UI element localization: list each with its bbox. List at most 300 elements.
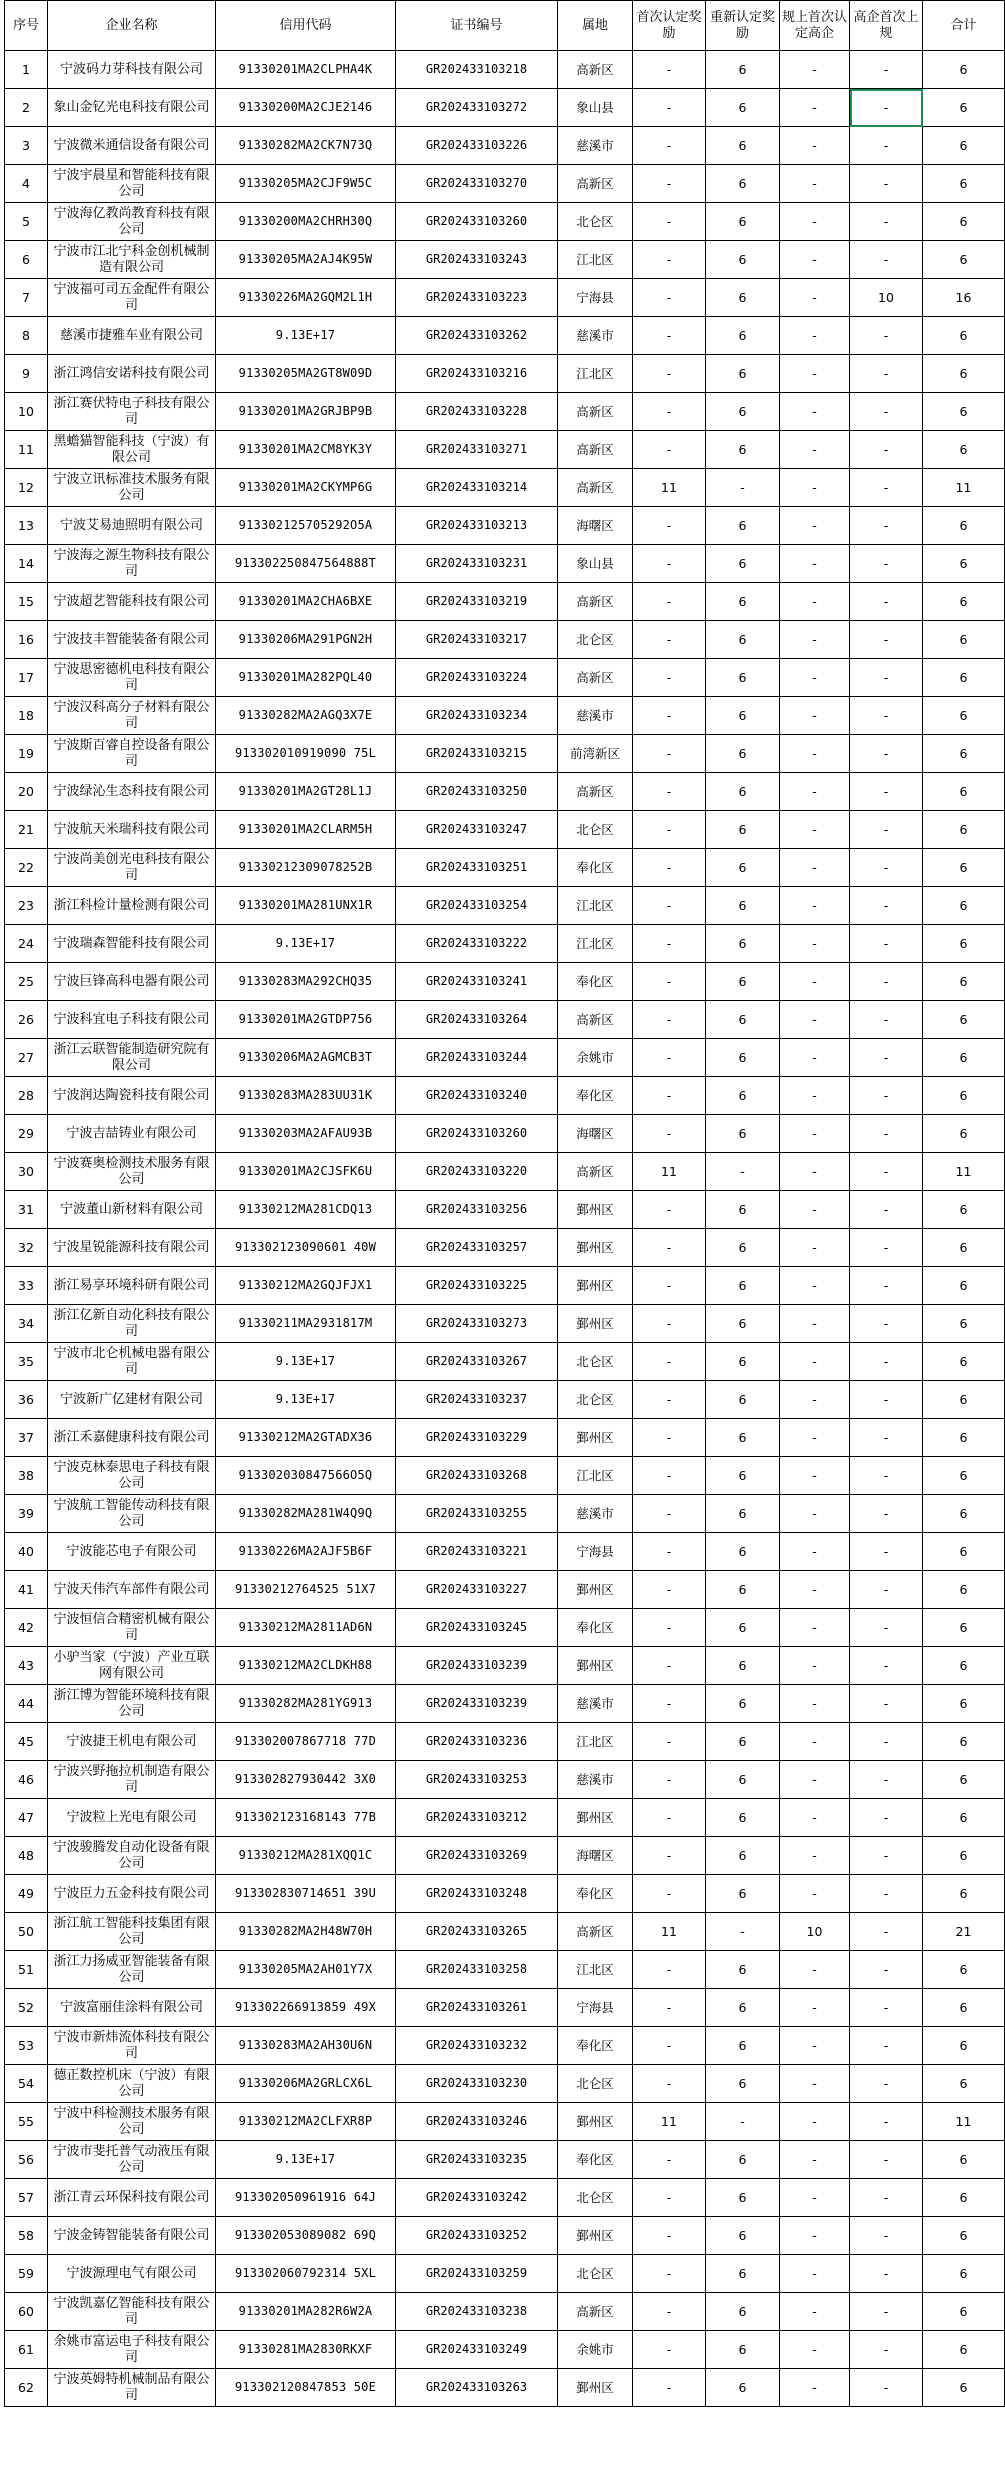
cell-district[interactable]: 江北区 [558, 1951, 633, 1989]
header-upgrade-award[interactable]: 规上首次认定高企 [780, 1, 850, 51]
cell-district[interactable]: 江北区 [558, 355, 633, 393]
cell-upgrade-award[interactable]: - [780, 1039, 850, 1077]
cell-company-name[interactable]: 黑蟾猫智能科技（宁波）有限公司 [48, 431, 216, 469]
cell-company-name[interactable]: 宁波福可司五金配件有限公司 [48, 279, 216, 317]
cell-district[interactable]: 余姚市 [558, 2331, 633, 2369]
cell-renew-award[interactable]: 6 [706, 51, 780, 89]
cell-first-award[interactable]: - [633, 1685, 706, 1723]
cell-hightech-scale[interactable]: - [850, 1495, 923, 1533]
cell-district[interactable]: 慈溪市 [558, 127, 633, 165]
cell-hightech-scale[interactable]: - [850, 583, 923, 621]
cell-credit-code[interactable]: 91330201MA2CKYMP6G [216, 469, 396, 507]
cell-company-name[interactable]: 宁波斯百睿自控设备有限公司 [48, 735, 216, 773]
cell-cert-no[interactable]: GR202433103236 [396, 1723, 558, 1761]
cell-district[interactable]: 高新区 [558, 393, 633, 431]
cell-district[interactable]: 奉化区 [558, 963, 633, 1001]
cell-cert-no[interactable]: GR202433103239 [396, 1685, 558, 1723]
cell-renew-award[interactable]: 6 [706, 1115, 780, 1153]
cell-company-name[interactable]: 浙江易享环境科研有限公司 [48, 1267, 216, 1305]
cell-company-name[interactable]: 宁波源理电气有限公司 [48, 2255, 216, 2293]
header-renew-award[interactable]: 重新认定奖励 [706, 1, 780, 51]
cell-hightech-scale[interactable]: - [850, 963, 923, 1001]
cell-first-award[interactable]: - [633, 1229, 706, 1267]
cell-total[interactable]: 6 [923, 1191, 1005, 1229]
cell-cert-no[interactable]: GR202433103246 [396, 2103, 558, 2141]
cell-company-name[interactable]: 宁波科宜电子科技有限公司 [48, 1001, 216, 1039]
cell-total[interactable]: 6 [923, 89, 1005, 127]
cell-district[interactable]: 江北区 [558, 241, 633, 279]
cell-company-name[interactable]: 宁波骏腾发自动化设备有限公司 [48, 1837, 216, 1875]
cell-renew-award[interactable]: 6 [706, 355, 780, 393]
cell-total[interactable]: 6 [923, 51, 1005, 89]
cell-company-name[interactable]: 宁波航天米瑞科技有限公司 [48, 811, 216, 849]
cell-hightech-scale[interactable]: - [850, 811, 923, 849]
cell-district[interactable]: 奉化区 [558, 1875, 633, 1913]
cell-company-name[interactable]: 宁波海亿教尚教育科技有限公司 [48, 203, 216, 241]
cell-total[interactable]: 6 [923, 2065, 1005, 2103]
cell-renew-award[interactable]: 6 [706, 1077, 780, 1115]
cell-upgrade-award[interactable]: - [780, 51, 850, 89]
cell-renew-award[interactable]: 6 [706, 887, 780, 925]
cell-renew-award[interactable]: 6 [706, 2141, 780, 2179]
cell-company-name[interactable]: 浙江鸿信安诺科技有限公司 [48, 355, 216, 393]
cell-upgrade-award[interactable]: - [780, 1229, 850, 1267]
cell-cert-no[interactable]: GR202433103222 [396, 925, 558, 963]
cell-upgrade-award[interactable]: - [780, 1381, 850, 1419]
cell-total[interactable]: 6 [923, 545, 1005, 583]
cell-hightech-scale[interactable]: - [850, 2179, 923, 2217]
cell-cert-no[interactable]: GR202433103264 [396, 1001, 558, 1039]
header-name[interactable]: 企业名称 [48, 1, 216, 51]
cell-first-award[interactable]: - [633, 735, 706, 773]
cell-first-award[interactable]: - [633, 241, 706, 279]
cell-company-name[interactable]: 宁波艾易迪照明有限公司 [48, 507, 216, 545]
cell-upgrade-award[interactable]: - [780, 1875, 850, 1913]
cell-district[interactable]: 高新区 [558, 583, 633, 621]
cell-credit-code[interactable]: 91330201MA281UNX1R [216, 887, 396, 925]
cell-total[interactable]: 6 [923, 1533, 1005, 1571]
cell-renew-award[interactable]: 6 [706, 963, 780, 1001]
cell-hightech-scale[interactable]: - [850, 1077, 923, 1115]
cell-credit-code[interactable]: 91330206MA2AGMCB3T [216, 1039, 396, 1077]
cell-hightech-scale[interactable]: - [850, 1799, 923, 1837]
selected-cell[interactable]: - [850, 89, 923, 127]
cell-upgrade-award[interactable]: - [780, 925, 850, 963]
cell-credit-code[interactable]: 91330200MA2CHRH30Q [216, 203, 396, 241]
cell-hightech-scale[interactable]: - [850, 127, 923, 165]
cell-renew-award[interactable]: 6 [706, 1761, 780, 1799]
cell-upgrade-award[interactable]: - [780, 2369, 850, 2407]
cell-credit-code[interactable]: 91330283MA2AH30U6N [216, 2027, 396, 2065]
cell-cert-no[interactable]: GR202433103267 [396, 1343, 558, 1381]
cell-seq[interactable]: 57 [5, 2179, 48, 2217]
cell-seq[interactable]: 4 [5, 165, 48, 203]
cell-hightech-scale[interactable]: - [850, 393, 923, 431]
cell-hightech-scale[interactable]: - [850, 1039, 923, 1077]
cell-upgrade-award[interactable]: - [780, 1267, 850, 1305]
cell-first-award[interactable]: - [633, 925, 706, 963]
cell-district[interactable]: 象山县 [558, 545, 633, 583]
cell-seq[interactable]: 7 [5, 279, 48, 317]
cell-hightech-scale[interactable]: - [850, 2293, 923, 2331]
cell-company-name[interactable]: 宁波技丰智能装备有限公司 [48, 621, 216, 659]
cell-total[interactable]: 6 [923, 659, 1005, 697]
cell-total[interactable]: 6 [923, 1343, 1005, 1381]
cell-seq[interactable]: 25 [5, 963, 48, 1001]
cell-district[interactable]: 鄞州区 [558, 1191, 633, 1229]
cell-first-award[interactable]: - [633, 2065, 706, 2103]
cell-upgrade-award[interactable]: - [780, 1001, 850, 1039]
cell-district[interactable]: 宁海县 [558, 1533, 633, 1571]
cell-first-award[interactable]: - [633, 1001, 706, 1039]
cell-credit-code[interactable]: 91330201MA2CLARM5H [216, 811, 396, 849]
cell-upgrade-award[interactable]: - [780, 203, 850, 241]
cell-renew-award[interactable]: 6 [706, 203, 780, 241]
cell-seq[interactable]: 47 [5, 1799, 48, 1837]
cell-company-name[interactable]: 宁波尚美创光电科技有限公司 [48, 849, 216, 887]
cell-first-award[interactable]: - [633, 127, 706, 165]
cell-seq[interactable]: 40 [5, 1533, 48, 1571]
cell-district[interactable]: 鄞州区 [558, 1647, 633, 1685]
cell-district[interactable]: 慈溪市 [558, 317, 633, 355]
cell-hightech-scale[interactable]: - [850, 1533, 923, 1571]
cell-upgrade-award[interactable]: - [780, 1989, 850, 2027]
cell-renew-award[interactable]: 6 [706, 849, 780, 887]
cell-company-name[interactable]: 宁波润达陶瓷科技有限公司 [48, 1077, 216, 1115]
cell-company-name[interactable]: 宁波新广亿建材有限公司 [48, 1381, 216, 1419]
cell-district[interactable]: 鄞州区 [558, 2217, 633, 2255]
cell-cert-no[interactable]: GR202433103213 [396, 507, 558, 545]
cell-total[interactable]: 11 [923, 469, 1005, 507]
cell-credit-code[interactable]: 91330206MA2GRLCX6L [216, 2065, 396, 2103]
cell-cert-no[interactable]: GR202433103270 [396, 165, 558, 203]
header-hightech-scale[interactable]: 高企首次上规 [850, 1, 923, 51]
cell-upgrade-award[interactable]: - [780, 811, 850, 849]
cell-first-award[interactable]: - [633, 279, 706, 317]
cell-cert-no[interactable]: GR202433103231 [396, 545, 558, 583]
cell-cert-no[interactable]: GR202433103239 [396, 1647, 558, 1685]
cell-total[interactable]: 6 [923, 1989, 1005, 2027]
cell-hightech-scale[interactable]: - [850, 507, 923, 545]
cell-credit-code[interactable]: 91330226MA2AJF5B6F [216, 1533, 396, 1571]
cell-company-name[interactable]: 浙江赛伏特电子科技有限公司 [48, 393, 216, 431]
cell-credit-code[interactable]: 91330226MA2GQM2L1H [216, 279, 396, 317]
cell-upgrade-award[interactable]: - [780, 1723, 850, 1761]
cell-upgrade-award[interactable]: - [780, 2065, 850, 2103]
cell-renew-award[interactable]: 6 [706, 1305, 780, 1343]
cell-total[interactable]: 6 [923, 1647, 1005, 1685]
cell-first-award[interactable]: - [633, 2179, 706, 2217]
cell-first-award[interactable]: - [633, 89, 706, 127]
cell-company-name[interactable]: 浙江云联智能制造研究院有限公司 [48, 1039, 216, 1077]
cell-renew-award[interactable]: 6 [706, 2065, 780, 2103]
cell-district[interactable]: 北仑区 [558, 811, 633, 849]
cell-seq[interactable]: 51 [5, 1951, 48, 1989]
cell-renew-award[interactable]: - [706, 2103, 780, 2141]
cell-credit-code[interactable]: 913302050961916 64J [216, 2179, 396, 2217]
cell-seq[interactable]: 42 [5, 1609, 48, 1647]
cell-cert-no[interactable]: GR202433103250 [396, 773, 558, 811]
cell-renew-award[interactable]: 6 [706, 2369, 780, 2407]
cell-cert-no[interactable]: GR202433103256 [396, 1191, 558, 1229]
cell-total[interactable]: 6 [923, 165, 1005, 203]
cell-cert-no[interactable]: GR202433103227 [396, 1571, 558, 1609]
cell-credit-code[interactable]: 913302266913859 49X [216, 1989, 396, 2027]
cell-credit-code[interactable]: 91330201MA2CM8YK3Y [216, 431, 396, 469]
cell-renew-award[interactable]: 6 [706, 507, 780, 545]
cell-renew-award[interactable]: 6 [706, 1723, 780, 1761]
cell-total[interactable]: 6 [923, 621, 1005, 659]
cell-seq[interactable]: 55 [5, 2103, 48, 2141]
cell-total[interactable]: 6 [923, 773, 1005, 811]
cell-first-award[interactable]: - [633, 545, 706, 583]
cell-credit-code[interactable]: 9.13E+17 [216, 317, 396, 355]
cell-first-award[interactable]: - [633, 1495, 706, 1533]
cell-company-name[interactable]: 宁波能芯电子有限公司 [48, 1533, 216, 1571]
cell-hightech-scale[interactable]: - [850, 1875, 923, 1913]
cell-total[interactable]: 6 [923, 1267, 1005, 1305]
cell-company-name[interactable]: 宁波航工智能传动科技有限公司 [48, 1495, 216, 1533]
cell-seq[interactable]: 1 [5, 51, 48, 89]
cell-renew-award[interactable]: 6 [706, 127, 780, 165]
cell-district[interactable]: 高新区 [558, 773, 633, 811]
cell-total[interactable]: 6 [923, 1837, 1005, 1875]
cell-first-award[interactable]: - [633, 621, 706, 659]
cell-renew-award[interactable]: - [706, 1913, 780, 1951]
cell-district[interactable]: 鄞州区 [558, 1305, 633, 1343]
header-total[interactable]: 合计 [923, 1, 1005, 51]
cell-upgrade-award[interactable]: - [780, 1191, 850, 1229]
cell-total[interactable]: 6 [923, 1571, 1005, 1609]
cell-company-name[interactable]: 宁波吉喆铸业有限公司 [48, 1115, 216, 1153]
cell-total[interactable]: 6 [923, 1115, 1005, 1153]
cell-hightech-scale[interactable]: - [850, 1951, 923, 1989]
cell-total[interactable]: 6 [923, 393, 1005, 431]
cell-upgrade-award[interactable]: - [780, 2103, 850, 2141]
cell-upgrade-award[interactable]: - [780, 697, 850, 735]
cell-company-name[interactable]: 宁波赛奥检测技术服务有限公司 [48, 1153, 216, 1191]
cell-company-name[interactable]: 浙江力扬威亚智能装备有限公司 [48, 1951, 216, 1989]
cell-company-name[interactable]: 余姚市富运电子科技有限公司 [48, 2331, 216, 2369]
cell-company-name[interactable]: 宁波思密德机电科技有限公司 [48, 659, 216, 697]
cell-first-award[interactable]: - [633, 963, 706, 1001]
cell-first-award[interactable]: - [633, 697, 706, 735]
cell-renew-award[interactable]: 6 [706, 317, 780, 355]
cell-upgrade-award[interactable]: - [780, 887, 850, 925]
cell-company-name[interactable]: 宁波市江北宁科金创机械制造有限公司 [48, 241, 216, 279]
cell-renew-award[interactable]: 6 [706, 1951, 780, 1989]
cell-cert-no[interactable]: GR202433103241 [396, 963, 558, 1001]
cell-credit-code[interactable]: 91330201MA2GT28L1J [216, 773, 396, 811]
cell-hightech-scale[interactable]: - [850, 1761, 923, 1799]
cell-upgrade-award[interactable]: - [780, 127, 850, 165]
cell-district[interactable]: 鄞州区 [558, 1799, 633, 1837]
cell-upgrade-award[interactable]: - [780, 1419, 850, 1457]
cell-credit-code[interactable]: 91330282MA281W4Q9Q [216, 1495, 396, 1533]
cell-total[interactable]: 6 [923, 2141, 1005, 2179]
cell-cert-no[interactable]: GR202433103217 [396, 621, 558, 659]
cell-credit-code[interactable]: 91330205MA2CJF9W5C [216, 165, 396, 203]
cell-cert-no[interactable]: GR202433103240 [396, 1077, 558, 1115]
cell-district[interactable]: 江北区 [558, 887, 633, 925]
cell-upgrade-award[interactable]: - [780, 1799, 850, 1837]
cell-hightech-scale[interactable]: - [850, 887, 923, 925]
cell-seq[interactable]: 43 [5, 1647, 48, 1685]
cell-total[interactable]: 21 [923, 1913, 1005, 1951]
cell-seq[interactable]: 46 [5, 1761, 48, 1799]
cell-first-award[interactable]: - [633, 1533, 706, 1571]
cell-first-award[interactable]: - [633, 1723, 706, 1761]
cell-seq[interactable]: 16 [5, 621, 48, 659]
cell-total[interactable]: 6 [923, 1001, 1005, 1039]
cell-district[interactable]: 鄞州区 [558, 1419, 633, 1457]
cell-seq[interactable]: 17 [5, 659, 48, 697]
cell-cert-no[interactable]: GR202433103212 [396, 1799, 558, 1837]
cell-cert-no[interactable]: GR202433103229 [396, 1419, 558, 1457]
cell-seq[interactable]: 27 [5, 1039, 48, 1077]
cell-cert-no[interactable]: GR202433103252 [396, 2217, 558, 2255]
header-cert-no[interactable]: 证书编号 [396, 1, 558, 51]
cell-first-award[interactable]: - [633, 849, 706, 887]
cell-seq[interactable]: 24 [5, 925, 48, 963]
cell-company-name[interactable]: 象山金钇光电科技有限公司 [48, 89, 216, 127]
cell-company-name[interactable]: 宁波中科检测技术服务有限公司 [48, 2103, 216, 2141]
cell-total[interactable]: 6 [923, 1875, 1005, 1913]
cell-total[interactable]: 6 [923, 887, 1005, 925]
cell-cert-no[interactable]: GR202433103218 [396, 51, 558, 89]
cell-cert-no[interactable]: GR202433103219 [396, 583, 558, 621]
cell-district[interactable]: 江北区 [558, 1723, 633, 1761]
cell-cert-no[interactable]: GR202433103254 [396, 887, 558, 925]
cell-district[interactable]: 高新区 [558, 1001, 633, 1039]
cell-credit-code[interactable]: 913302060792314 5XL [216, 2255, 396, 2293]
cell-renew-award[interactable]: 6 [706, 545, 780, 583]
cell-renew-award[interactable]: 6 [706, 2217, 780, 2255]
cell-first-award[interactable]: - [633, 1191, 706, 1229]
cell-total[interactable]: 6 [923, 963, 1005, 1001]
cell-hightech-scale[interactable]: - [850, 1115, 923, 1153]
cell-hightech-scale[interactable]: - [850, 355, 923, 393]
cell-seq[interactable]: 29 [5, 1115, 48, 1153]
cell-company-name[interactable]: 宁波市斐托普气动液压有限公司 [48, 2141, 216, 2179]
cell-credit-code[interactable]: 9.13E+17 [216, 2141, 396, 2179]
cell-hightech-scale[interactable]: - [850, 2331, 923, 2369]
cell-seq[interactable]: 8 [5, 317, 48, 355]
cell-cert-no[interactable]: GR202433103223 [396, 279, 558, 317]
cell-total[interactable]: 6 [923, 1685, 1005, 1723]
cell-upgrade-award[interactable]: - [780, 735, 850, 773]
cell-company-name[interactable]: 宁波绿沁生态科技有限公司 [48, 773, 216, 811]
cell-upgrade-award[interactable]: - [780, 1609, 850, 1647]
cell-credit-code[interactable]: 913302827930442 3X0 [216, 1761, 396, 1799]
cell-upgrade-award[interactable]: - [780, 545, 850, 583]
cell-company-name[interactable]: 宁波捷王机电有限公司 [48, 1723, 216, 1761]
cell-first-award[interactable]: - [633, 203, 706, 241]
cell-district[interactable]: 高新区 [558, 51, 633, 89]
cell-first-award[interactable]: - [633, 2331, 706, 2369]
cell-district[interactable]: 鄞州区 [558, 2103, 633, 2141]
cell-total[interactable]: 6 [923, 1229, 1005, 1267]
cell-credit-code[interactable]: 91330201MA2CLPHA4K [216, 51, 396, 89]
cell-cert-no[interactable]: GR202433103259 [396, 2255, 558, 2293]
cell-total[interactable]: 6 [923, 925, 1005, 963]
cell-district[interactable]: 海曙区 [558, 1837, 633, 1875]
cell-cert-no[interactable]: GR202433103228 [396, 393, 558, 431]
cell-cert-no[interactable]: GR202433103235 [396, 2141, 558, 2179]
cell-seq[interactable]: 21 [5, 811, 48, 849]
cell-credit-code[interactable]: 91330283MA283UU31K [216, 1077, 396, 1115]
cell-first-award[interactable]: - [633, 1989, 706, 2027]
cell-total[interactable]: 6 [923, 241, 1005, 279]
cell-total[interactable]: 6 [923, 1077, 1005, 1115]
cell-cert-no[interactable]: GR202433103244 [396, 1039, 558, 1077]
cell-hightech-scale[interactable]: - [850, 469, 923, 507]
cell-renew-award[interactable]: 6 [706, 1609, 780, 1647]
cell-credit-code[interactable]: 91330212764525 51X7 [216, 1571, 396, 1609]
cell-renew-award[interactable]: 6 [706, 811, 780, 849]
cell-renew-award[interactable]: 6 [706, 1571, 780, 1609]
cell-hightech-scale[interactable]: - [850, 1153, 923, 1191]
cell-renew-award[interactable]: 6 [706, 2027, 780, 2065]
cell-district[interactable]: 海曙区 [558, 507, 633, 545]
cell-seq[interactable]: 28 [5, 1077, 48, 1115]
cell-company-name[interactable]: 宁波宇晨星和智能科技有限公司 [48, 165, 216, 203]
cell-district[interactable]: 余姚市 [558, 1039, 633, 1077]
cell-credit-code[interactable]: 9.13E+17 [216, 1343, 396, 1381]
cell-first-award[interactable]: - [633, 1343, 706, 1381]
cell-company-name[interactable]: 宁波兴野拖拉机制造有限公司 [48, 1761, 216, 1799]
cell-seq[interactable]: 20 [5, 773, 48, 811]
cell-credit-code[interactable]: 91330205MA2GT8W09D [216, 355, 396, 393]
cell-seq[interactable]: 32 [5, 1229, 48, 1267]
cell-cert-no[interactable]: GR202433103268 [396, 1457, 558, 1495]
cell-upgrade-award[interactable]: - [780, 1837, 850, 1875]
cell-hightech-scale[interactable]: - [850, 431, 923, 469]
cell-credit-code[interactable]: 91330283MA292CHQ35 [216, 963, 396, 1001]
cell-cert-no[interactable]: GR202433103237 [396, 1381, 558, 1419]
header-credit-code[interactable]: 信用代码 [216, 1, 396, 51]
cell-total[interactable]: 11 [923, 2103, 1005, 2141]
cell-seq[interactable]: 49 [5, 1875, 48, 1913]
cell-cert-no[interactable]: GR202433103265 [396, 1913, 558, 1951]
cell-seq[interactable]: 23 [5, 887, 48, 925]
cell-total[interactable]: 6 [923, 2331, 1005, 2369]
cell-cert-no[interactable]: GR202433103272 [396, 89, 558, 127]
cell-renew-award[interactable]: 6 [706, 1001, 780, 1039]
cell-hightech-scale[interactable]: - [850, 1305, 923, 1343]
cell-credit-code[interactable]: 91330282MA2H48W70H [216, 1913, 396, 1951]
cell-upgrade-award[interactable]: - [780, 241, 850, 279]
cell-credit-code[interactable]: 91330212309078252B [216, 849, 396, 887]
cell-first-award[interactable]: - [633, 1951, 706, 1989]
cell-first-award[interactable]: - [633, 165, 706, 203]
cell-company-name[interactable]: 宁波凯嘉亿智能科技有限公司 [48, 2293, 216, 2331]
cell-seq[interactable]: 37 [5, 1419, 48, 1457]
cell-seq[interactable]: 14 [5, 545, 48, 583]
cell-renew-award[interactable]: 6 [706, 1989, 780, 2027]
cell-seq[interactable]: 35 [5, 1343, 48, 1381]
header-seq[interactable]: 序号 [5, 1, 48, 51]
cell-upgrade-award[interactable]: - [780, 89, 850, 127]
cell-company-name[interactable]: 宁波码力芽科技有限公司 [48, 51, 216, 89]
cell-first-award[interactable]: - [633, 1837, 706, 1875]
cell-first-award[interactable]: - [633, 1305, 706, 1343]
cell-district[interactable]: 北仑区 [558, 621, 633, 659]
cell-credit-code[interactable]: 91330212MA2CLDKH88 [216, 1647, 396, 1685]
cell-total[interactable]: 6 [923, 1419, 1005, 1457]
cell-first-award[interactable]: - [633, 1457, 706, 1495]
cell-upgrade-award[interactable]: - [780, 393, 850, 431]
